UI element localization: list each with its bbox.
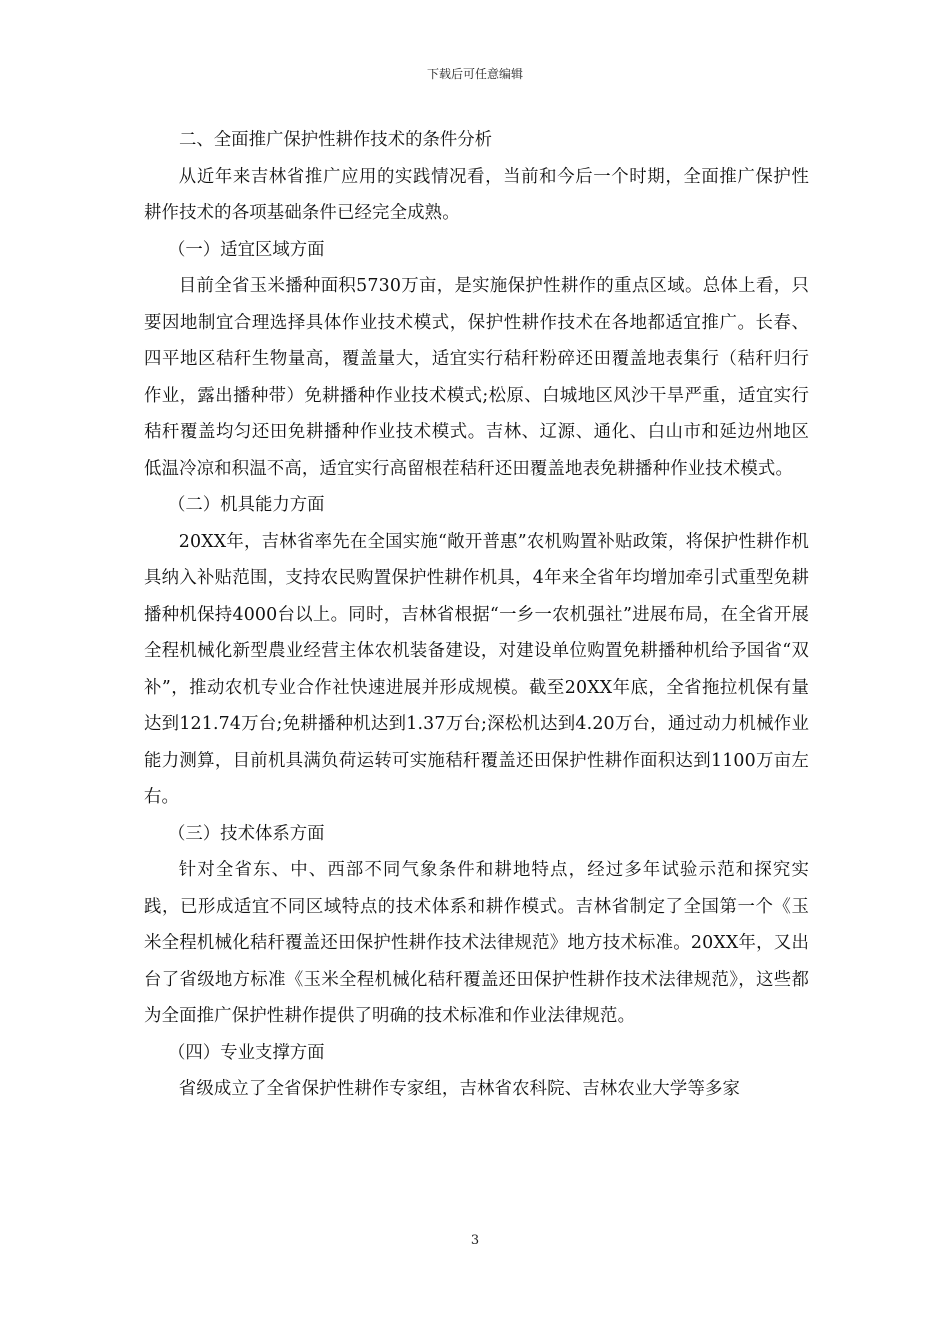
subsection-heading-machinery: （二）机具能力方面	[168, 495, 325, 515]
paragraph-support: 省级成立了全省保护性耕作专家组，吉林省农科院、吉林农业大学等多家	[178, 1079, 741, 1099]
paragraph-technology: 针对全省东、中、西部不同气象条件和耕地特点，经过多年试验示范和探究实践，已形成适宜不同区域特点的技术体系和耕作模式。吉林省制定了全国第一个《玉米全程机械化秸秆覆盖还田保护性耕作技术法律规范》地方技术标准。20XX年，又出台了省级地方标准《玉米全程机械化秸秆覆盖还田保护性耕作技术法律规范》，这些都为全面推广保护性耕作提供了明确的技术标准和作业法律规范。	[144, 860, 809, 1026]
subsection-heading-region: （一）适宜区域方面	[168, 239, 325, 260]
document-body	[144, 122, 809, 1108]
section-heading: 二、全面推广保护性耕作技术的条件分析	[179, 130, 493, 150]
subsection-heading-support: （四）专业支撑方面	[168, 1042, 325, 1063]
paragraph-machinery: 20XX年，吉林省率先在全国实施“敞开普惠”农机购置补贴政策，将保护性耕作机具纳入补贴范围，支持农民购置保护性耕作机具，4年来全省年均增加牵引式重型免耕播种机保持4000台以上。同时，吉林省根据“一乡一农机强社”进展布局，在全省开展全程机械化新型農业经营主体农机装备建设，对建设单位购置免耕播种机给予国省“双补”，推动农机专业合作社快速进展并形成规模。截至20XX年底，全省拖拉机保有量达到121.74万台;免耕播种机达到1.37万台;深松机达到4.20万台，通过动力机械作业能力测算，目前机具满负荷运转可实施秸秆覆盖还田保护性耕作面积达到1100万亩左右。	[144, 531, 809, 807]
page-header-note: 下载后可任意编辑	[426, 67, 523, 81]
paragraph-intro: 从近年来吉林省推广应用的实践情况看，当前和今后一个时期，全面推广保护性耕作技术的各项基础条件已经完全成熟。	[144, 166, 809, 223]
subsection-heading-technology: （三）技术体系方面	[168, 823, 325, 844]
page-number: 3	[470, 1233, 480, 1248]
paragraph-region: 目前全省玉米播种面积5730万亩，是实施保护性耕作的重点区域。总体上看，只要因地制宜合理选择具体作业技术模式，保护性耕作技术在各地都适宜推广。长春、四平地区秸秆生物量高，覆盖量大，适宜实行秸秆粉碎还田覆盖地表集行（秸秆归行作业，露出播种带）免耕播种作业技术模式;松原、白城地区风沙干旱严重，适宜实行秸秆覆盖均匀还田免耕播种作业技术模式。吉林、辽源、通化、白山市和延边州地区低温冷凉和积温不高，适宜实行高留根茬秸秆还田覆盖地表免耕播种作业技术模式。	[144, 276, 809, 479]
